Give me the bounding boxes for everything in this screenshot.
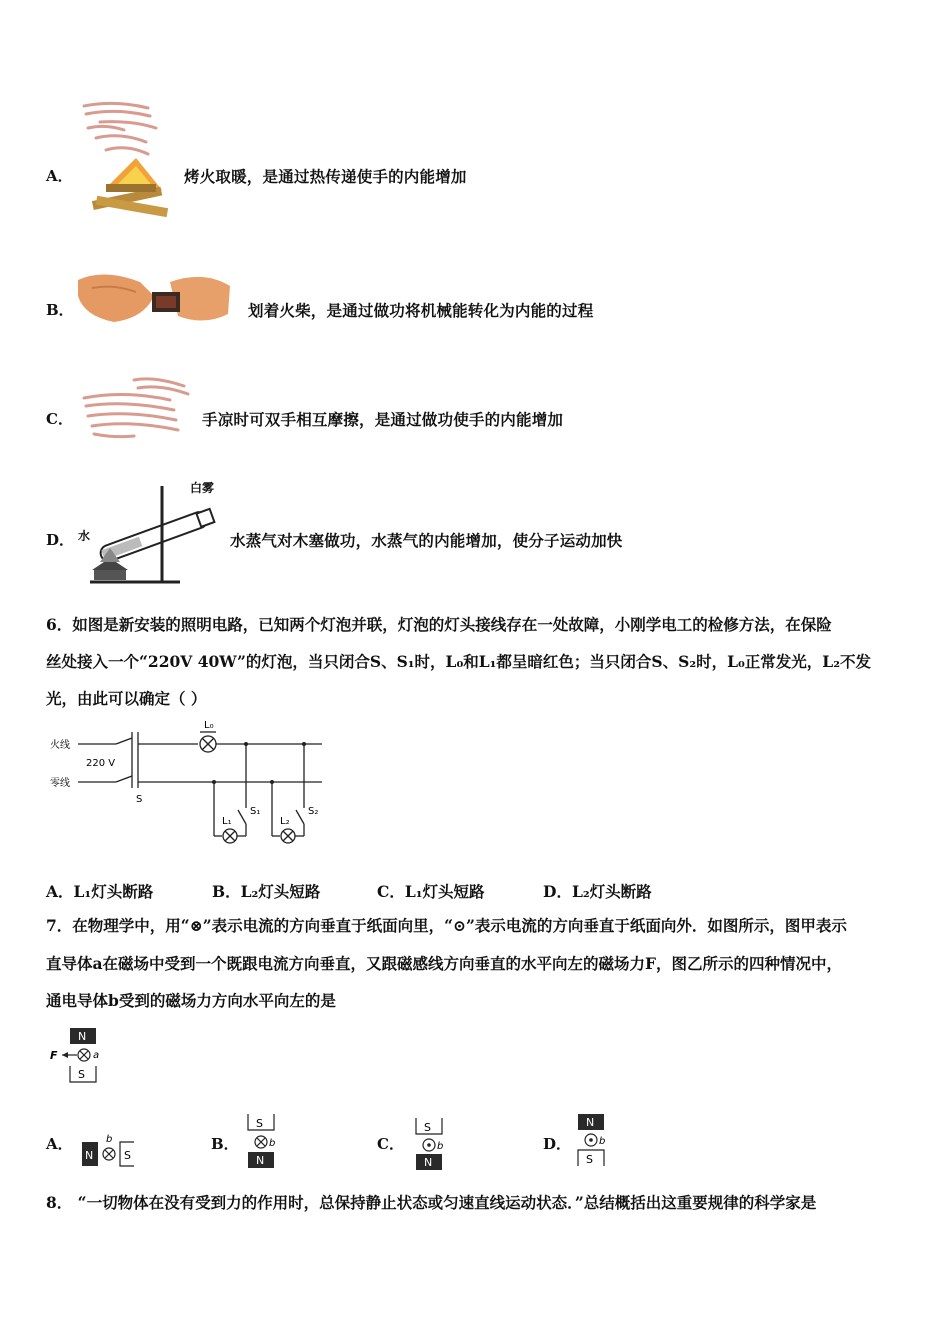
- magnet-n-label: N: [78, 1030, 87, 1043]
- q7-option-b-figure: [244, 1110, 288, 1170]
- label-l0: L₀: [204, 720, 214, 731]
- q7-option-c-figure: [412, 1114, 456, 1172]
- q6-choice-c[interactable]: C．L₁灯头短路: [377, 882, 485, 901]
- option-letter: D．: [46, 531, 75, 549]
- option-text: 划着火柴，是通过做功将机械能转化为内能的过程: [248, 301, 594, 320]
- q6-line-2: 丝处接入一个“220V 40W”的灯泡，当只闭合S、S₁时，L₀和L₁都呈暗红色；当只闭合S、S₂时，L₀正常发光，L₂不发: [46, 652, 871, 671]
- q7-option-a-figure: [78, 1130, 140, 1170]
- q6-line-3: 光，由此可以确定（ ）: [46, 689, 207, 708]
- label-neutral: 零线: [50, 778, 70, 789]
- label-switch: S: [136, 794, 143, 805]
- option-letter: D．: [543, 1135, 572, 1153]
- magnet-s-label: S: [586, 1153, 593, 1166]
- conductor-label: b: [106, 1134, 113, 1145]
- campfire-hands-image: [76, 98, 176, 223]
- option-letter: A．: [46, 167, 73, 185]
- magnet-n-label: N: [424, 1156, 433, 1169]
- magnet-s-label: S: [256, 1117, 263, 1130]
- label-l2: L₂: [280, 816, 290, 827]
- striking-match-image: [74, 266, 234, 328]
- label-l1: L₁: [222, 816, 232, 827]
- option-letter: B．: [211, 1135, 239, 1153]
- label-water: 水: [78, 529, 91, 543]
- option-text: 手凉时可双手相互摩擦，是通过做功使手的内能增加: [202, 410, 564, 429]
- label-s1: S₁: [250, 806, 261, 817]
- option-text: 水蒸气对木塞做功，水蒸气的内能增加，使分子运动加快: [230, 531, 623, 550]
- q7-line-2: 直导体a在磁场中受到一个既跟电流方向垂直，又跟磁感线方向垂直的水平向左的磁场力F，图乙所示的四种情况中，: [46, 954, 843, 973]
- conductor-label: a: [93, 1050, 100, 1061]
- magnet-n-label: N: [256, 1154, 265, 1167]
- magnet-s-label: S: [124, 1149, 131, 1162]
- force-label: F: [50, 1049, 58, 1062]
- option-letter: A．: [46, 1135, 73, 1153]
- q7-main-figure: [46, 1024, 116, 1086]
- rubbing-hands-image: [74, 372, 194, 444]
- option-text: 烤火取暖，是通过热传递使手的内能增加: [184, 167, 467, 186]
- q7-line-3: 通电导体b受到的磁场力方向水平向左的是: [46, 991, 336, 1010]
- q8-line-1: 8． “一切物体在没有受到力的作用时，总保持静止状态或匀速直线运动状态．”总结概括出这重要规律的科学家是: [46, 1193, 817, 1212]
- q6-choice-b[interactable]: B．L₂灯头短路: [212, 882, 321, 901]
- q7-option-d-figure: [574, 1110, 618, 1170]
- option-letter: C．: [377, 1135, 404, 1153]
- conductor-label: b: [599, 1136, 606, 1147]
- steam-cork-apparatus-image: [70, 478, 230, 588]
- q7-line-1: 7．在物理学中，用“⊗”表示电流的方向垂直于纸面向里，“⊙”表示电流的方向垂直于纸面向外．如图所示，图甲表示: [46, 916, 847, 935]
- conductor-label: b: [437, 1141, 444, 1152]
- label-s2: S₂: [308, 806, 319, 817]
- conductor-label: b: [269, 1138, 276, 1149]
- label-live: 火线: [50, 740, 70, 751]
- q6-choice-a[interactable]: A．L₁灯头断路: [46, 882, 154, 901]
- option-letter: B．: [46, 301, 74, 319]
- q6-choice-d[interactable]: D．L₂灯头断路: [543, 882, 652, 901]
- q6-circuit-diagram: [46, 718, 326, 848]
- magnet-s-label: S: [424, 1121, 431, 1134]
- q6-line-1: 6．如图是新安装的照明电路，已知两个灯泡并联，灯泡的灯头接线存在一处故障，小刚学电工的检修方法，在保险: [46, 615, 832, 634]
- label-fog: 白雾: [190, 481, 215, 495]
- magnet-n-label: N: [85, 1149, 94, 1162]
- label-voltage: 220 V: [86, 758, 116, 769]
- option-letter: C．: [46, 410, 73, 428]
- magnet-s-label: S: [78, 1068, 85, 1081]
- magnet-n-label: N: [586, 1116, 595, 1129]
